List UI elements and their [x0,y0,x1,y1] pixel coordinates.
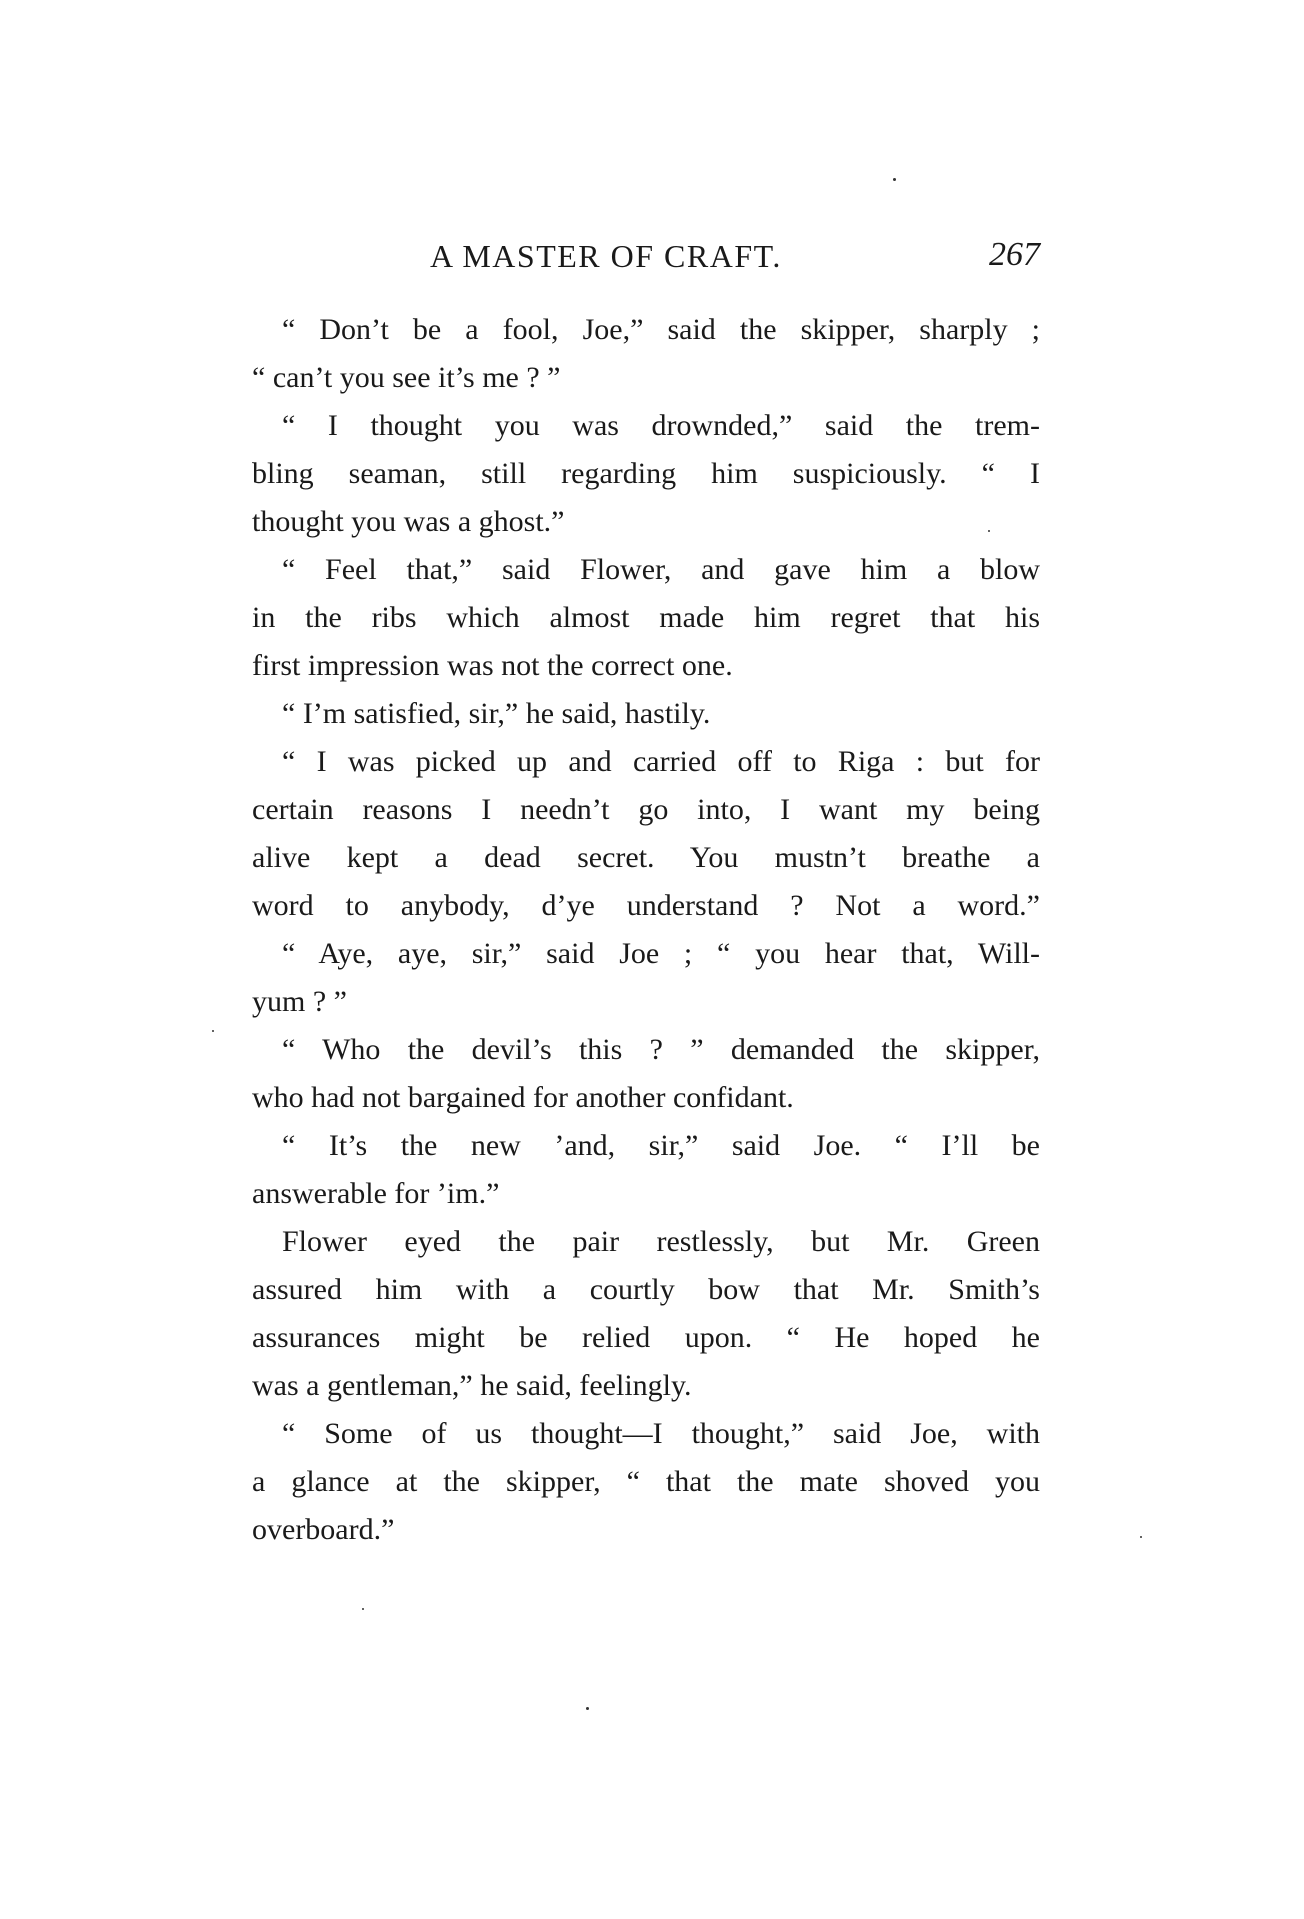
text-line: “ Who the devil’s this ? ” demanded the skipper, [282,1033,1040,1066]
text-line: thought you was a ghost.” [252,505,565,538]
text-line: “ Some of us thought—I thought,” said Joe, with [282,1417,1040,1450]
text-line: assured him with a courtly bow that Mr. Smith’s [252,1273,1040,1306]
text-line: certain reasons I needn’t go into, I want my being [252,793,1040,826]
text-line: “ Aye, aye, sir,” said Joe ; “ you hear that, Will- [282,937,1040,970]
text-line: word to anybody, d’ye understand ? Not a word.” [252,889,1040,922]
text-line: overboard.” [252,1513,395,1546]
print-speck [362,1608,364,1610]
text-line: who had not bargained for another confidant. [252,1081,794,1114]
text-line: answerable for ’im.” [252,1177,500,1210]
page-number: 267 [989,236,1040,273]
body-text [252,306,1040,1554]
text-line: assurances might be relied upon. “ He hoped he [252,1321,1040,1354]
running-head [250,238,1040,288]
text-line: “ I thought you was drownded,” said the trem- [282,409,1040,442]
print-speck [893,178,896,181]
text-line: bling seaman, still regarding him suspiciously. “ I [252,457,1040,490]
text-line: “ I was picked up and carried off to Riga : but for [282,745,1040,778]
text-line: a glance at the skipper, “ that the mate shoved you [252,1465,1040,1498]
text-line: was a gentleman,” he said, feelingly. [252,1369,692,1402]
text-line: “ can’t you see it’s me ? ” [252,361,561,394]
text-line: Flower eyed the pair restlessly, but Mr. Green [282,1225,1040,1258]
text-line: “ I’m satisfied, sir,” he said, hastily. [282,697,711,730]
running-title: A MASTER OF CRAFT. [430,238,782,274]
text-line: “ Don’t be a fool, Joe,” said the skipper, sharply ; [282,313,1040,346]
print-speck [1140,1536,1142,1538]
text-line: “ It’s the new ’and, sir,” said Joe. “ I’ll be [282,1129,1040,1162]
text-line: first impression was not the correct one. [252,649,733,682]
print-speck [212,1030,214,1032]
text-line: yum ? ” [252,985,347,1018]
text-line: “ Feel that,” said Flower, and gave him a blow [282,553,1040,586]
print-speck [586,1707,589,1710]
text-line: alive kept a dead secret. You mustn’t breathe a [252,841,1040,874]
text-line: in the ribs which almost made him regret that his [252,601,1040,634]
